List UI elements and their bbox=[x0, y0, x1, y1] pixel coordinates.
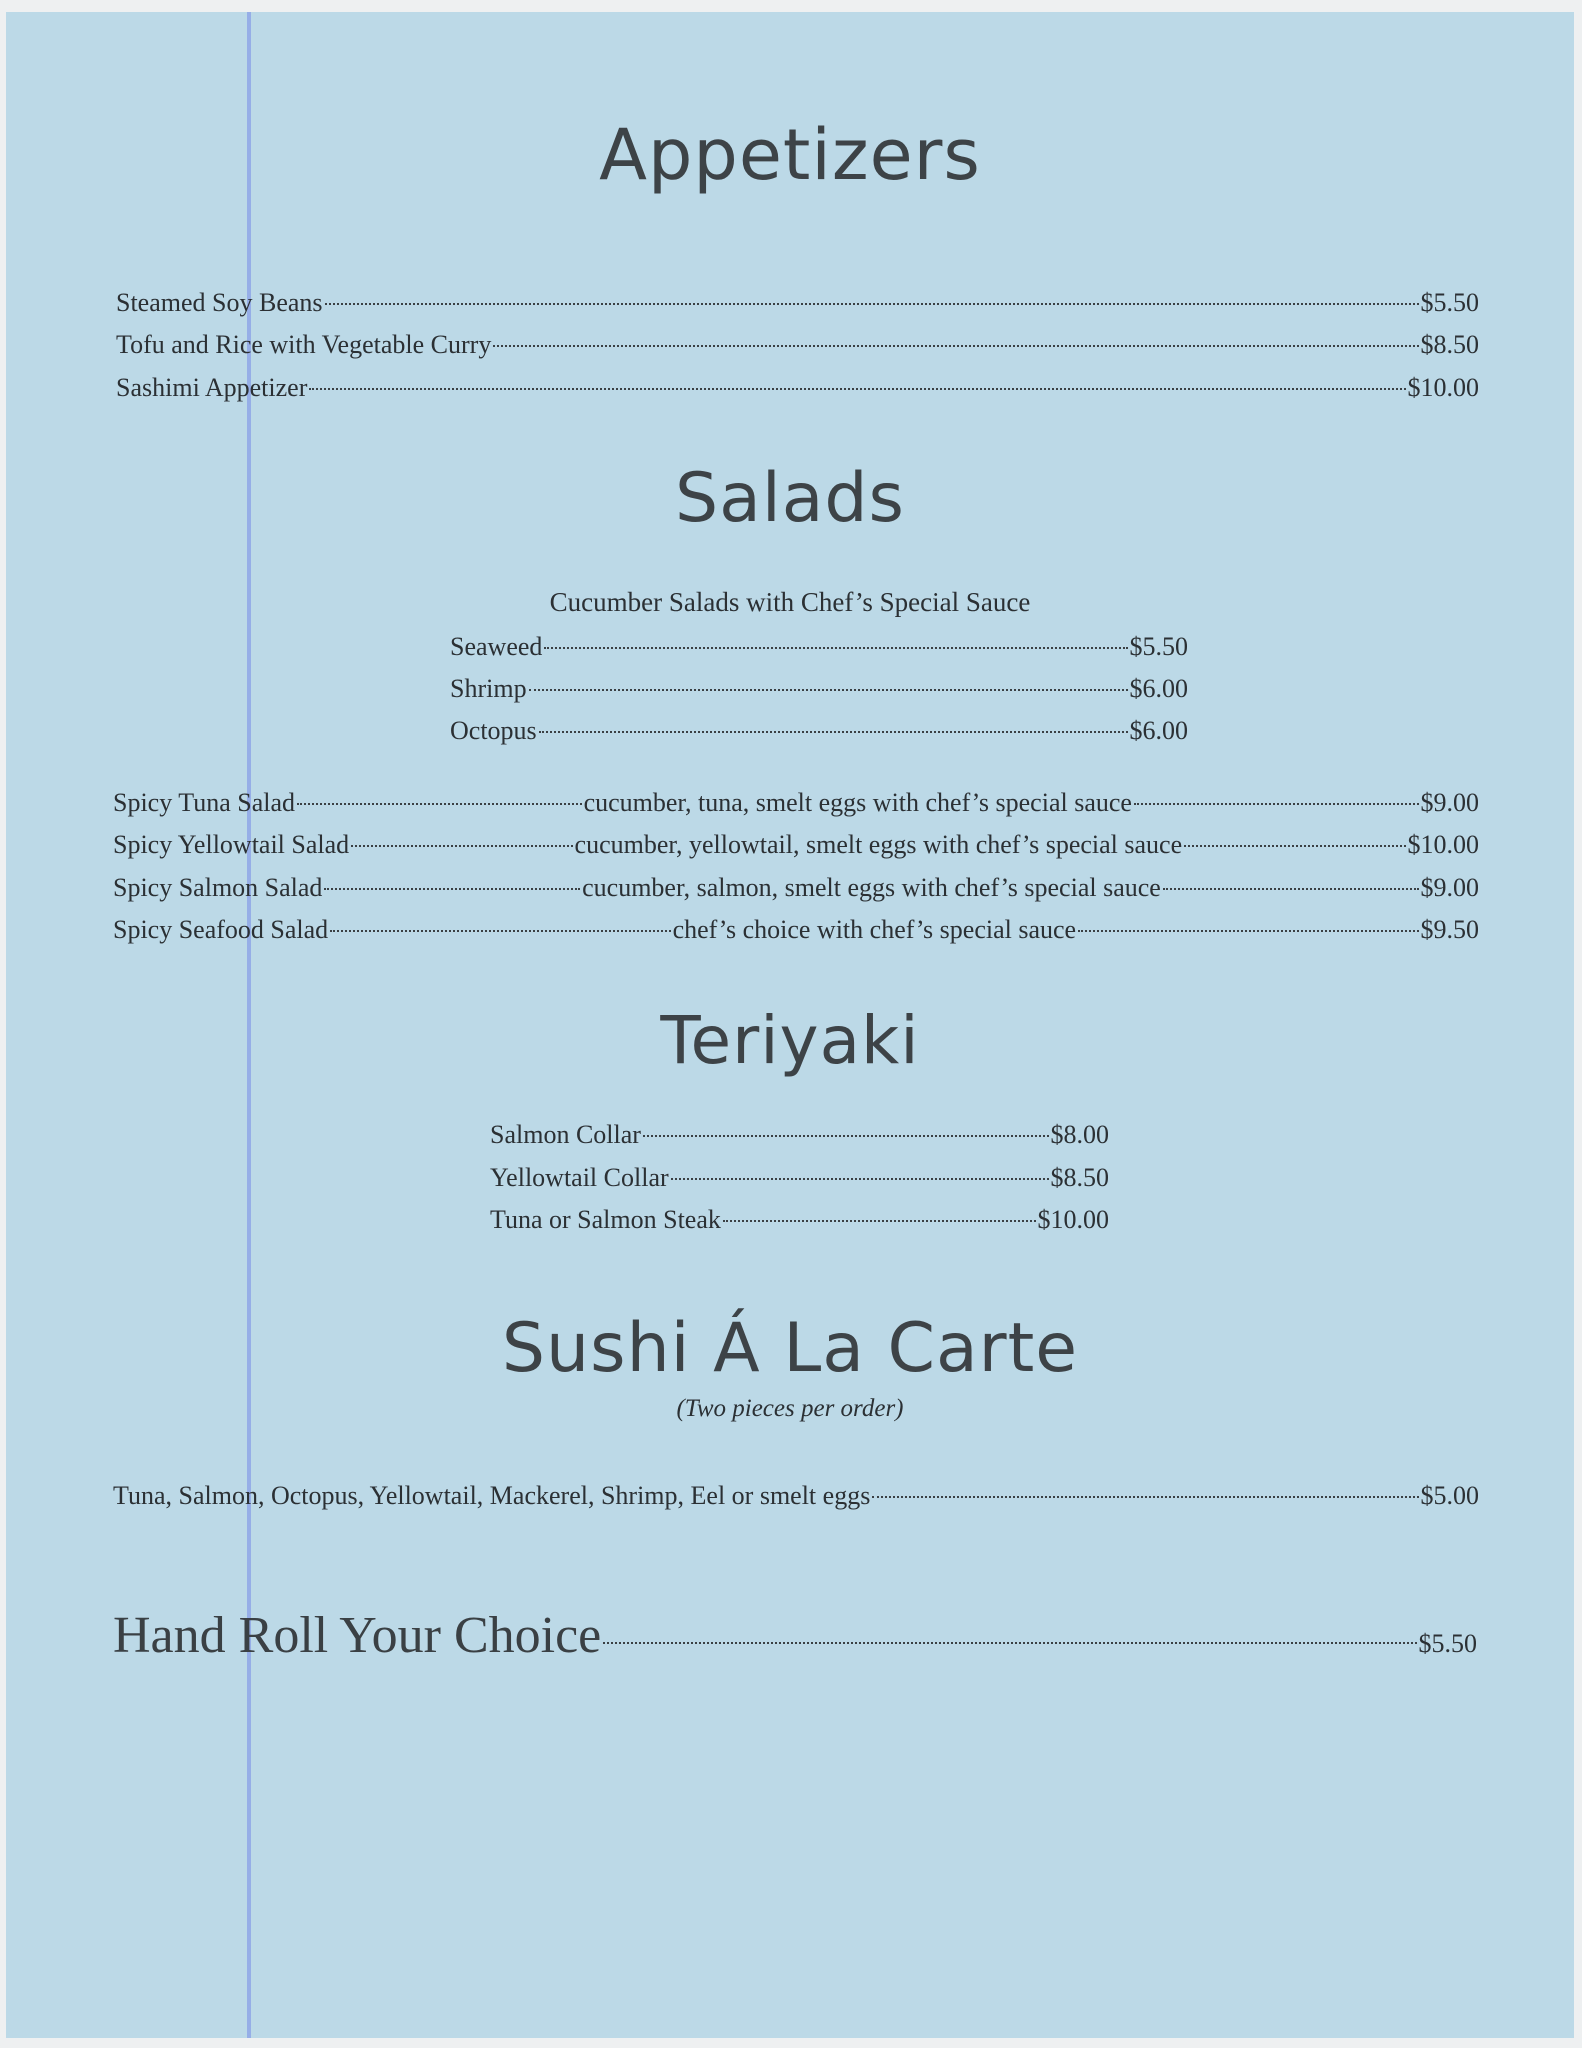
dot-leader bbox=[351, 845, 572, 847]
menu-item bbox=[490, 1163, 1109, 1193]
dot-leader bbox=[324, 888, 580, 890]
dot-leader bbox=[723, 1220, 1036, 1222]
item-price: $6.00 bbox=[1129, 674, 1188, 703]
menu-item bbox=[490, 1205, 1109, 1235]
item-price: $5.00 bbox=[1420, 1481, 1479, 1510]
item-description: cucumber, salmon, smelt eggs with chef’s special sauce bbox=[582, 873, 1161, 902]
dot-leader bbox=[539, 731, 1128, 733]
hand-roll-line bbox=[113, 1606, 1477, 1665]
item-price: $8.00 bbox=[1050, 1120, 1109, 1149]
item-description: cucumber, tuna, smelt eggs with chef’s special sauce bbox=[583, 788, 1132, 817]
item-price: $10.00 bbox=[1407, 830, 1480, 859]
menu-item bbox=[113, 830, 1479, 860]
item-price: $5.50 bbox=[1420, 288, 1479, 317]
item-name: Salmon Collar bbox=[490, 1120, 641, 1149]
item-name: Tuna, Salmon, Octopus, Yellowtail, Mackerel, Shrimp, Eel or smelt eggs bbox=[113, 1481, 871, 1510]
item-name: Spicy Yellowtail Salad bbox=[113, 830, 350, 859]
item-name: Octopus bbox=[450, 716, 537, 745]
menu-item bbox=[116, 330, 1479, 360]
item-name: Spicy Salmon Salad bbox=[113, 873, 323, 902]
item-name: Steamed Soy Beans bbox=[116, 288, 323, 317]
menu-item bbox=[113, 915, 1479, 945]
item-price: $5.50 bbox=[1418, 1629, 1477, 1658]
item-name: Spicy Tuna Salad bbox=[113, 788, 296, 817]
sushi-note: (Two pieces per order) bbox=[676, 1395, 904, 1422]
menu-item bbox=[113, 1481, 1479, 1511]
dot-leader bbox=[330, 930, 670, 932]
menu-page bbox=[6, 12, 1574, 2038]
dot-leader bbox=[493, 345, 1418, 347]
dot-leader bbox=[671, 1178, 1049, 1180]
item-name: Tuna or Salmon Steak bbox=[490, 1205, 721, 1234]
menu-item bbox=[116, 373, 1479, 403]
dot-leader bbox=[1078, 930, 1418, 932]
item-price: $10.00 bbox=[1037, 1205, 1109, 1234]
dot-leader bbox=[544, 647, 1127, 649]
item-name: Shrimp bbox=[450, 674, 527, 703]
dot-leader bbox=[309, 388, 1405, 390]
item-price: $9.50 bbox=[1420, 915, 1479, 944]
item-price: $9.00 bbox=[1420, 873, 1479, 902]
menu-item bbox=[490, 1120, 1109, 1150]
sushi-heading: Sushi Á La Carte bbox=[501, 1309, 1079, 1388]
salads-heading: Salads bbox=[675, 459, 905, 538]
item-name: Seaweed bbox=[450, 632, 543, 661]
item-price: $8.50 bbox=[1420, 330, 1479, 359]
appetizers-heading: Appetizers bbox=[599, 114, 981, 196]
item-name: Sashimi Appetizer bbox=[116, 373, 308, 402]
item-price: $8.50 bbox=[1050, 1163, 1109, 1192]
menu-item bbox=[116, 288, 1479, 318]
teriyaki-heading: Teriyaki bbox=[660, 1002, 920, 1079]
dot-leader bbox=[872, 1496, 1418, 1498]
dot-leader bbox=[1134, 803, 1419, 805]
dot-leader bbox=[325, 303, 1419, 305]
menu-item bbox=[450, 674, 1188, 704]
item-description: cucumber, yellowtail, smelt eggs with chef’s special sauce bbox=[574, 830, 1183, 859]
dot-leader bbox=[297, 803, 582, 805]
item-price: $6.00 bbox=[1129, 716, 1188, 745]
item-name: Yellowtail Collar bbox=[490, 1163, 669, 1192]
salads-subtitle: Cucumber Salads with Chef’s Special Sauce bbox=[549, 587, 1031, 617]
menu-item bbox=[113, 873, 1479, 903]
item-price: $9.00 bbox=[1420, 788, 1479, 817]
dot-leader bbox=[1184, 845, 1405, 847]
menu-item bbox=[113, 788, 1479, 818]
menu-item bbox=[450, 716, 1188, 746]
dot-leader bbox=[1163, 888, 1419, 890]
dot-leader bbox=[603, 1642, 1416, 1644]
hand-roll-heading: Hand Roll Your Choice bbox=[113, 1607, 602, 1664]
dot-leader bbox=[643, 1135, 1049, 1137]
dot-leader bbox=[529, 689, 1128, 691]
item-description: chef’s choice with chef’s special sauce bbox=[672, 915, 1077, 944]
item-price: $5.50 bbox=[1129, 632, 1188, 661]
item-name: Spicy Seafood Salad bbox=[113, 915, 329, 944]
item-name: Tofu and Rice with Vegetable Curry bbox=[116, 330, 492, 359]
menu-item bbox=[450, 632, 1188, 662]
item-price: $10.00 bbox=[1407, 373, 1479, 402]
